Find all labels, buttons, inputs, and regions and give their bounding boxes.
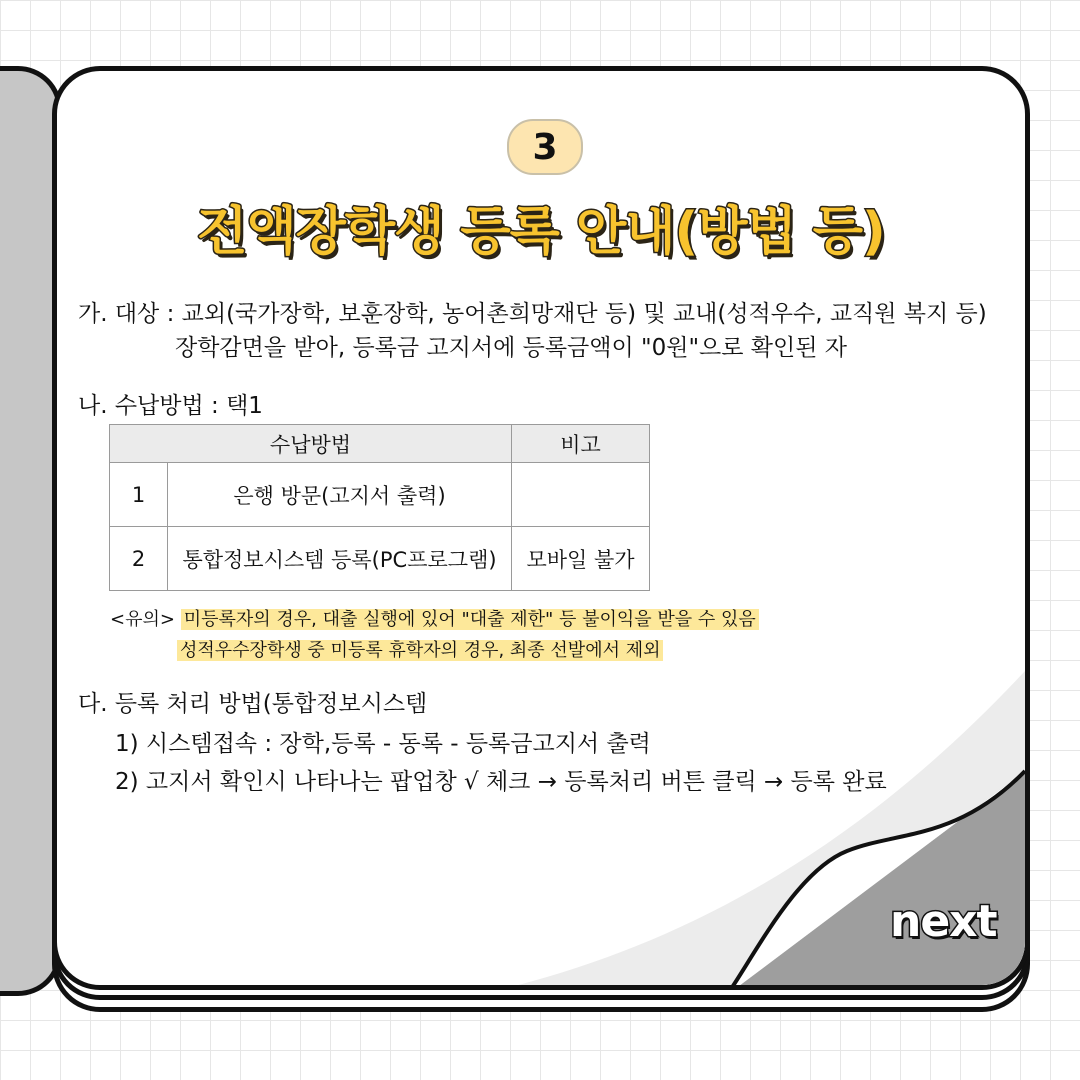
target-line-1: 가. 대상 : 교외(국가장학, 보훈장학, 농어촌희망재단 등) 및 교내(성적우수, 교직원 복지 등) [78, 301, 987, 327]
step-number-badge: 3 [507, 119, 583, 175]
table-row [110, 463, 650, 527]
table-cell-method: 은행 방문(고지서 출력) [168, 463, 512, 527]
table-header-method: 수납방법 [110, 425, 512, 463]
next-button[interactable]: next [890, 896, 997, 947]
caution-note-line-1 [110, 605, 759, 631]
caution-text-2: 성적우수장학생 중 미등록 휴학자의 경우, 최종 선발에서 제외 [177, 640, 663, 661]
caution-text-1: 미등록자의 경우, 대출 실행에 있어 "대출 제한" 등 불이익을 받을 수 있음 [181, 609, 759, 630]
registration-heading: 다. 등록 처리 방법(통합정보시스템 [78, 691, 428, 717]
table-header-remark: 비고 [512, 425, 650, 463]
table-header-row [110, 425, 650, 463]
table-cell-remark: 모바일 불가 [512, 527, 650, 591]
table-row [110, 527, 650, 591]
table-cell-method: 통합정보시스템 등록(PC프로그램) [168, 527, 512, 591]
table-cell-no: 2 [110, 527, 168, 591]
registration-step-2: 2) 고지서 확인시 나타나는 팝업창 √ 체크 → 등록처리 버튼 클릭 → 등록 완료 [115, 769, 887, 795]
registration-step-1: 1) 시스템접속 : 장학,등록 - 동록 - 등록금고지서 출력 [115, 731, 651, 757]
caution-label: <유의> [110, 609, 175, 630]
payment-method-table [109, 424, 650, 591]
page-title: 전액장학생 등록 안내(방법 등) [197, 202, 885, 262]
content-card [52, 66, 1030, 990]
table-cell-remark [512, 463, 650, 527]
table-cell-no: 1 [110, 463, 168, 527]
payment-method-heading: 나. 수납방법 : 택1 [78, 393, 263, 419]
caution-note-line-2 [177, 636, 663, 662]
target-line-2: 장학감면을 받아, 등록금 고지서에 등록금액이 "0원"으로 확인된 자 [175, 335, 847, 361]
